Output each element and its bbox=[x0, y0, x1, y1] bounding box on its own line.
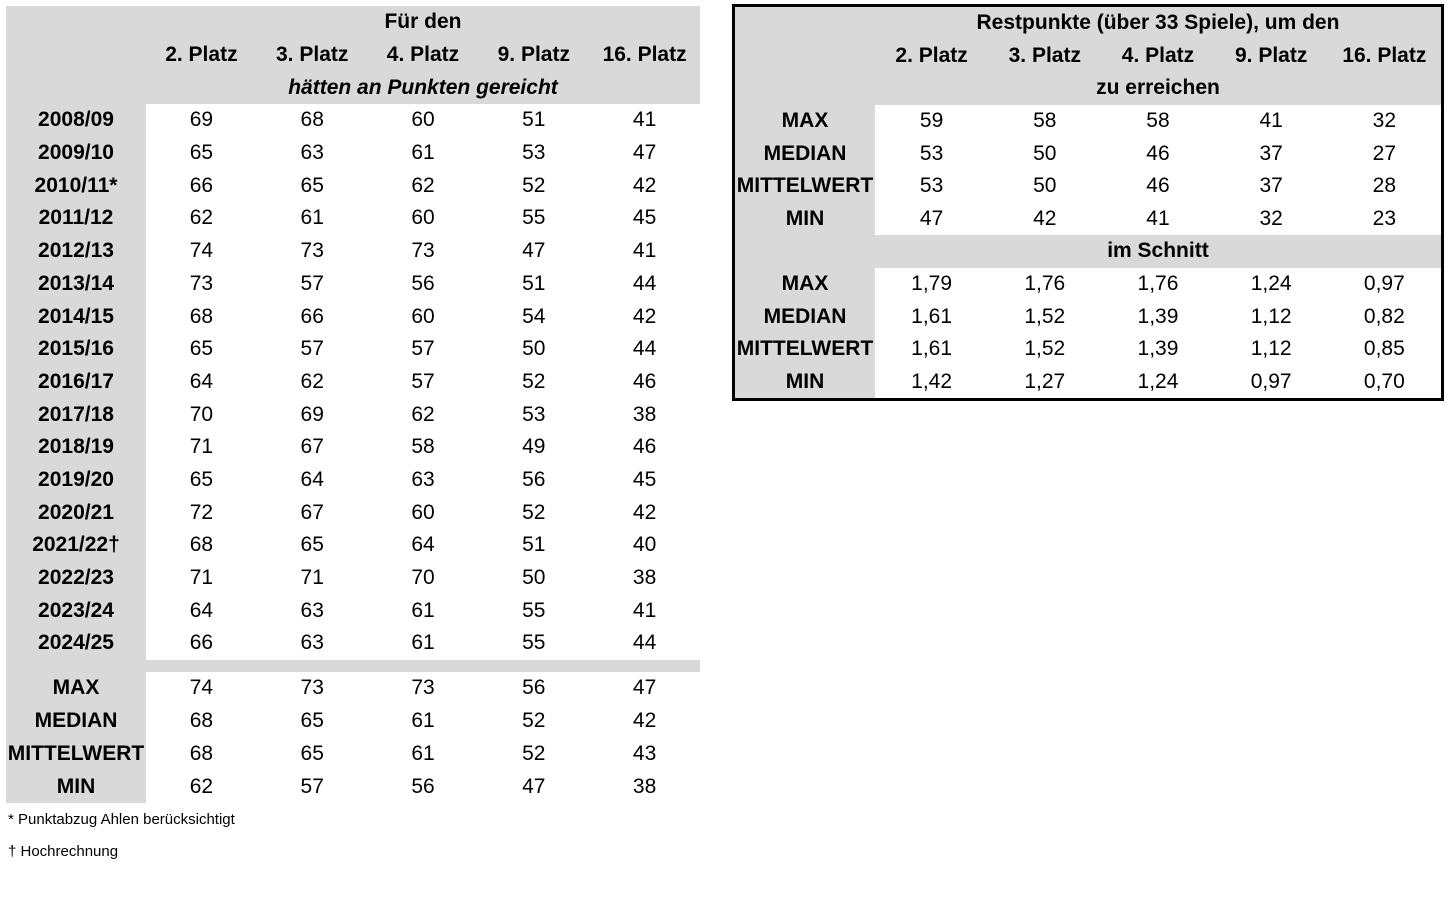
value-cell: 53 bbox=[919, 174, 944, 198]
column-header: 9. Platz bbox=[1215, 40, 1328, 73]
season-row bbox=[6, 300, 700, 333]
value-cell: 44 bbox=[632, 271, 657, 295]
value-cell: 42 bbox=[632, 500, 657, 524]
value-cell: 68 bbox=[300, 108, 324, 132]
value-cell: 61 bbox=[411, 741, 435, 765]
value-cell: 50 bbox=[522, 337, 546, 361]
row-label: 2011/12 bbox=[6, 202, 146, 235]
value-cell: 1,39 bbox=[1137, 304, 1179, 328]
value-cell: 44 bbox=[632, 631, 657, 655]
corner-cell bbox=[735, 72, 875, 105]
value-cell: 56 bbox=[522, 467, 546, 491]
value-cell: 68 bbox=[189, 708, 214, 732]
value-cell: 46 bbox=[632, 369, 657, 393]
season-row bbox=[6, 268, 700, 301]
row-label: 2012/13 bbox=[6, 235, 146, 268]
value-cell: 65 bbox=[300, 173, 324, 197]
value-cell: 0,97 bbox=[1363, 272, 1405, 296]
row-label: 2017/18 bbox=[6, 398, 146, 431]
value-cell: 52 bbox=[522, 173, 546, 197]
stat-row bbox=[6, 770, 700, 803]
value-cell: 46 bbox=[632, 435, 657, 459]
row-label: MITTELWERT bbox=[735, 170, 875, 203]
value-cell: 43 bbox=[632, 741, 657, 765]
value-cell: 42 bbox=[1033, 206, 1057, 230]
remaining-points-rows bbox=[735, 105, 1441, 235]
value-cell: 41 bbox=[632, 598, 657, 622]
row-label: 2018/19 bbox=[6, 431, 146, 464]
row-label: 2023/24 bbox=[6, 594, 146, 627]
value-cell: 64 bbox=[300, 467, 324, 491]
value-cell: 1,27 bbox=[1024, 369, 1066, 393]
row-label: 2022/23 bbox=[6, 562, 146, 595]
value-cell: 1,12 bbox=[1250, 304, 1292, 328]
season-stats-rows bbox=[6, 672, 700, 803]
value-cell: 73 bbox=[300, 676, 324, 700]
value-cell: 44 bbox=[632, 337, 657, 361]
row-label: MITTELWERT bbox=[735, 333, 875, 366]
value-cell: 71 bbox=[189, 435, 214, 459]
value-cell: 28 bbox=[1372, 174, 1397, 198]
left-header-title: Für den bbox=[146, 6, 700, 39]
row-label: MIN bbox=[735, 366, 875, 399]
value-cell: 41 bbox=[1146, 206, 1170, 230]
value-cell: 64 bbox=[189, 369, 214, 393]
row-label: MAX bbox=[735, 105, 875, 138]
value-cell: 60 bbox=[411, 108, 435, 132]
value-cell: 37 bbox=[1259, 174, 1283, 198]
value-cell: 57 bbox=[300, 337, 324, 361]
value-cell: 41 bbox=[1259, 109, 1283, 133]
row-label: MEDIAN bbox=[735, 300, 875, 333]
value-cell: 40 bbox=[632, 533, 657, 557]
column-header: 3. Platz bbox=[988, 40, 1101, 73]
value-cell: 70 bbox=[189, 402, 214, 426]
value-cell: 57 bbox=[411, 337, 435, 361]
value-cell: 71 bbox=[189, 566, 214, 590]
footnote-point-deduction: * Punktabzug Ahlen berücksichtigt bbox=[8, 811, 235, 828]
season-row bbox=[6, 398, 700, 431]
row-label: MIN bbox=[6, 770, 146, 803]
value-cell: 56 bbox=[522, 676, 546, 700]
value-cell: 1,52 bbox=[1024, 304, 1066, 328]
corner-cell bbox=[6, 6, 146, 39]
points-stat-row bbox=[735, 137, 1441, 170]
value-cell: 42 bbox=[632, 173, 657, 197]
stat-row bbox=[6, 705, 700, 738]
value-cell: 1,76 bbox=[1024, 272, 1066, 296]
row-label: 2008/09 bbox=[6, 104, 146, 137]
season-row bbox=[6, 496, 700, 529]
row-label: MIN bbox=[735, 203, 875, 236]
value-cell: 55 bbox=[522, 206, 546, 230]
value-cell: 65 bbox=[189, 337, 214, 361]
average-stat-row bbox=[735, 300, 1441, 333]
row-label: 2021/22† bbox=[6, 529, 146, 562]
remaining-points-box bbox=[732, 4, 1444, 401]
season-row bbox=[6, 627, 700, 660]
season-row bbox=[6, 366, 700, 399]
value-cell: 63 bbox=[300, 598, 324, 622]
points-stat-row bbox=[735, 105, 1441, 138]
value-cell: 73 bbox=[189, 271, 214, 295]
column-header: 16. Platz bbox=[589, 39, 700, 72]
value-cell: 1,24 bbox=[1250, 272, 1292, 296]
separator-cell bbox=[6, 660, 146, 672]
row-label: 2016/17 bbox=[6, 366, 146, 399]
value-cell: 47 bbox=[522, 239, 546, 263]
value-cell: 1,12 bbox=[1250, 337, 1292, 361]
value-cell: 1,61 bbox=[911, 337, 953, 361]
points-stat-row bbox=[735, 170, 1441, 203]
average-stat-row bbox=[735, 366, 1441, 399]
value-cell: 58 bbox=[1146, 109, 1170, 133]
average-header: im Schnitt bbox=[875, 235, 1441, 268]
value-cell: 46 bbox=[1146, 174, 1170, 198]
value-cell: 56 bbox=[411, 271, 435, 295]
corner-cell bbox=[735, 40, 875, 73]
value-cell: 50 bbox=[1033, 141, 1057, 165]
value-cell: 49 bbox=[522, 435, 546, 459]
value-cell: 60 bbox=[411, 304, 435, 328]
row-label: 2013/14 bbox=[6, 268, 146, 301]
season-row bbox=[6, 431, 700, 464]
column-header: 4. Platz bbox=[368, 39, 479, 72]
season-row bbox=[6, 235, 700, 268]
row-label: 2024/25 bbox=[6, 627, 146, 660]
row-label: 2020/21 bbox=[6, 496, 146, 529]
value-cell: 47 bbox=[632, 141, 657, 165]
value-cell: 51 bbox=[522, 271, 546, 295]
value-cell: 37 bbox=[1259, 141, 1283, 165]
value-cell: 63 bbox=[300, 631, 324, 655]
value-cell: 42 bbox=[632, 708, 657, 732]
corner-cell bbox=[6, 71, 146, 104]
value-cell: 61 bbox=[411, 141, 435, 165]
season-points-table bbox=[6, 6, 700, 803]
value-cell: 58 bbox=[411, 435, 435, 459]
value-cell: 63 bbox=[300, 141, 324, 165]
value-cell: 58 bbox=[1033, 109, 1057, 133]
value-cell: 53 bbox=[522, 402, 546, 426]
value-cell: 53 bbox=[919, 141, 944, 165]
value-cell: 55 bbox=[522, 631, 546, 655]
season-row bbox=[6, 529, 700, 562]
value-cell: 27 bbox=[1372, 141, 1397, 165]
value-cell: 52 bbox=[522, 741, 546, 765]
value-cell: 61 bbox=[411, 708, 435, 732]
value-cell: 74 bbox=[189, 676, 214, 700]
season-row bbox=[6, 104, 700, 137]
separator-bar bbox=[146, 660, 700, 672]
value-cell: 1,61 bbox=[911, 304, 953, 328]
corner-cell bbox=[6, 39, 146, 72]
value-cell: 65 bbox=[189, 467, 214, 491]
average-stat-row bbox=[735, 268, 1441, 301]
season-row bbox=[6, 562, 700, 595]
column-header: 3. Platz bbox=[257, 39, 368, 72]
row-label: 2019/20 bbox=[6, 464, 146, 497]
value-cell: 57 bbox=[300, 774, 324, 798]
value-cell: 1,39 bbox=[1137, 337, 1179, 361]
value-cell: 62 bbox=[300, 369, 324, 393]
value-cell: 50 bbox=[1033, 174, 1057, 198]
corner-cell bbox=[735, 235, 875, 268]
value-cell: 60 bbox=[411, 500, 435, 524]
average-stat-row bbox=[735, 333, 1441, 366]
value-cell: 73 bbox=[411, 676, 435, 700]
value-cell: 66 bbox=[300, 304, 324, 328]
stat-row bbox=[6, 672, 700, 705]
points-stat-row bbox=[735, 203, 1441, 236]
value-cell: 62 bbox=[411, 402, 435, 426]
row-label: MEDIAN bbox=[735, 137, 875, 170]
value-cell: 52 bbox=[522, 500, 546, 524]
value-cell: 1,76 bbox=[1137, 272, 1179, 296]
footnote-projection: † Hochrechnung bbox=[8, 843, 119, 860]
value-cell: 60 bbox=[411, 206, 435, 230]
value-cell: 73 bbox=[300, 239, 324, 263]
value-cell: 38 bbox=[632, 774, 657, 798]
value-cell: 38 bbox=[632, 566, 657, 590]
value-cell: 54 bbox=[522, 304, 546, 328]
value-cell: 66 bbox=[189, 173, 214, 197]
row-label: MITTELWERT bbox=[6, 737, 146, 770]
value-cell: 0,85 bbox=[1363, 337, 1405, 361]
value-cell: 69 bbox=[189, 108, 214, 132]
value-cell: 55 bbox=[522, 598, 546, 622]
season-row bbox=[6, 202, 700, 235]
left-subheader: hätten an Punkten gereicht bbox=[146, 71, 700, 104]
value-cell: 70 bbox=[411, 566, 435, 590]
value-cell: 69 bbox=[300, 402, 324, 426]
season-row bbox=[6, 169, 700, 202]
value-cell: 61 bbox=[411, 631, 435, 655]
value-cell: 57 bbox=[411, 369, 435, 393]
value-cell: 62 bbox=[189, 206, 214, 230]
right-header-title: Restpunkte (über 33 Spiele), um den bbox=[875, 7, 1441, 40]
row-label: MEDIAN bbox=[6, 705, 146, 738]
value-cell: 51 bbox=[522, 108, 546, 132]
value-cell: 66 bbox=[189, 631, 214, 655]
value-cell: 74 bbox=[189, 239, 214, 263]
row-label: 2010/11* bbox=[6, 169, 146, 202]
corner-cell bbox=[735, 7, 875, 40]
value-cell: 65 bbox=[300, 533, 324, 557]
value-cell: 50 bbox=[522, 566, 546, 590]
value-cell: 1,42 bbox=[911, 369, 953, 393]
value-cell: 45 bbox=[632, 467, 657, 491]
column-header: 2. Platz bbox=[875, 40, 988, 73]
value-cell: 52 bbox=[522, 708, 546, 732]
value-cell: 67 bbox=[300, 435, 324, 459]
value-cell: 38 bbox=[632, 402, 657, 426]
value-cell: 0,70 bbox=[1363, 369, 1405, 393]
column-header: 9. Platz bbox=[478, 39, 589, 72]
value-cell: 72 bbox=[189, 500, 214, 524]
row-label: MAX bbox=[735, 268, 875, 301]
value-cell: 23 bbox=[1372, 206, 1397, 230]
value-cell: 59 bbox=[919, 109, 944, 133]
right-subheader: zu erreichen bbox=[875, 72, 1441, 105]
value-cell: 53 bbox=[522, 141, 546, 165]
remaining-points-table bbox=[735, 7, 1441, 398]
row-label: 2015/16 bbox=[6, 333, 146, 366]
column-header: 16. Platz bbox=[1328, 40, 1441, 73]
value-cell: 62 bbox=[411, 173, 435, 197]
value-cell: 0,82 bbox=[1363, 304, 1405, 328]
value-cell: 68 bbox=[189, 304, 214, 328]
value-cell: 57 bbox=[300, 271, 324, 295]
row-label: 2009/10 bbox=[6, 137, 146, 170]
value-cell: 47 bbox=[632, 676, 657, 700]
value-cell: 71 bbox=[300, 566, 324, 590]
season-row bbox=[6, 594, 700, 627]
value-cell: 1,79 bbox=[911, 272, 953, 296]
value-cell: 73 bbox=[411, 239, 435, 263]
value-cell: 32 bbox=[1259, 206, 1283, 230]
value-cell: 62 bbox=[189, 774, 214, 798]
column-header: 2. Platz bbox=[146, 39, 257, 72]
value-cell: 65 bbox=[300, 741, 324, 765]
season-rows bbox=[6, 104, 700, 660]
value-cell: 46 bbox=[1146, 141, 1170, 165]
value-cell: 61 bbox=[411, 598, 435, 622]
season-row bbox=[6, 137, 700, 170]
value-cell: 47 bbox=[522, 774, 546, 798]
value-cell: 32 bbox=[1372, 109, 1397, 133]
value-cell: 1,24 bbox=[1137, 369, 1179, 393]
value-cell: 68 bbox=[189, 741, 214, 765]
value-cell: 67 bbox=[300, 500, 324, 524]
value-cell: 41 bbox=[632, 108, 657, 132]
value-cell: 1,52 bbox=[1024, 337, 1066, 361]
average-points-rows bbox=[735, 268, 1441, 398]
value-cell: 64 bbox=[411, 533, 435, 557]
value-cell: 41 bbox=[632, 239, 657, 263]
value-cell: 65 bbox=[300, 708, 324, 732]
row-label: 2014/15 bbox=[6, 300, 146, 333]
value-cell: 42 bbox=[632, 304, 657, 328]
value-cell: 47 bbox=[919, 206, 944, 230]
season-row bbox=[6, 333, 700, 366]
value-cell: 52 bbox=[522, 369, 546, 393]
stat-row bbox=[6, 737, 700, 770]
column-header: 4. Platz bbox=[1101, 40, 1214, 73]
value-cell: 65 bbox=[189, 141, 214, 165]
row-label: MAX bbox=[6, 672, 146, 705]
value-cell: 45 bbox=[632, 206, 657, 230]
value-cell: 63 bbox=[411, 467, 435, 491]
value-cell: 51 bbox=[522, 533, 546, 557]
value-cell: 68 bbox=[189, 533, 214, 557]
season-row bbox=[6, 464, 700, 497]
value-cell: 61 bbox=[300, 206, 324, 230]
value-cell: 0,97 bbox=[1250, 369, 1292, 393]
value-cell: 64 bbox=[189, 598, 214, 622]
value-cell: 56 bbox=[411, 774, 435, 798]
